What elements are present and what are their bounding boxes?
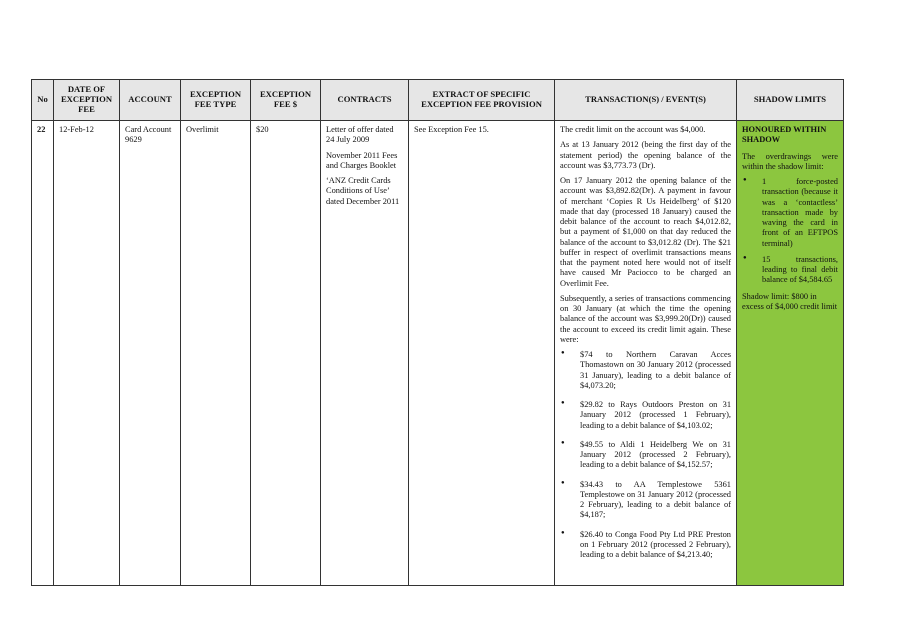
contract-item: Letter of offer dated 24 July 2009 <box>326 125 394 145</box>
exception-fee-table <box>31 79 844 586</box>
table-row <box>32 121 844 586</box>
cell-fee-amount: $20 <box>251 121 321 586</box>
transaction-paragraph: The credit limit on the account was $4,000. <box>560 125 706 134</box>
transaction-paragraph: Subsequently, a series of transactions commencing on 30 January (at which the time the opening balance of the account was $3,999.20(Dr)) caused the account to exceed its credit limit again. These were: <box>560 293 731 344</box>
cell-contracts <box>321 121 409 586</box>
cell-account: Card Account 9629 <box>120 121 181 586</box>
cell-shadow-limits <box>737 121 844 586</box>
header-fee-type: EXCEPTION FEE TYPE <box>181 80 251 121</box>
transaction-paragraph: As at 13 January 2012 (being the first day of the statement period) the opening balance of the account was $3,773.73 (Dr). <box>560 140 731 170</box>
cell-transactions <box>555 121 737 586</box>
shadow-limit-note: Shadow limit: $800 in excess of $4,000 credit limit <box>742 291 838 311</box>
cell-fee-type: Overlimit <box>181 121 251 586</box>
shadow-bullet: ● 1 force-posted transaction (because it was a ‘contactless’ transaction made by waving the card in front of an EFTPOS terminal) <box>742 177 838 249</box>
contract-item: November 2011 Fees and Charges Booklet <box>326 150 398 170</box>
transaction-list <box>560 350 731 560</box>
header-no: No <box>32 80 54 121</box>
transaction-bullet: ● $49.55 to Aldi 1 Heidelberg We on 31 January 2012 (processed 2 February), leading to a debit balance of $4,152.57; <box>560 440 731 471</box>
header-row <box>32 80 844 121</box>
header-contracts: CONTRACTS <box>321 80 409 121</box>
cell-no: 22 <box>32 121 54 586</box>
shadow-intro: The overdrawings were within the shadow limit: <box>742 151 838 171</box>
header-date: DATE OF EXCEPTION FEE <box>54 80 120 121</box>
transaction-paragraph: On 17 January 2012 the opening balance of the account was $3,892.82(Dr). A payment in favour of merchant ‘Copies R Us Heidelberg’ of $120 made that day (processed 18 January) caused the debit balance of the account to reach $4,012.82, but a payment of $1,000 on that day reduced the balance of the account to $3,012.82 (Dr). The $21 buffer in respect of overlimit transactions means that the payment noted here would not of itself have caused Mr Paciocco to be charged an Overlimit Fee. <box>560 176 731 288</box>
shadow-heading: HONOURED WITHIN SHADOW <box>742 125 827 145</box>
header-account: ACCOUNT <box>120 80 181 121</box>
transaction-bullet: ● $29.82 to Rays Outdoors Preston on 31 January 2012 (processed 1 February), leading to a debit balance of $4,103.02; <box>560 400 731 431</box>
shadow-bullet: ● 15 transactions, leading to final debit balance of $4,584.65 <box>742 255 838 286</box>
transaction-bullet: ● $74 to Northern Caravan Acces Thomastown on 30 January 2012 (processed 31 January), leading to a debit balance of $4,073.20; <box>560 350 731 391</box>
header-fee-amount: EXCEPTION FEE $ <box>251 80 321 121</box>
header-shadow-limits: SHADOW LIMITS <box>737 80 844 121</box>
header-extract: EXTRACT OF SPECIFIC EXCEPTION FEE PROVISION <box>409 80 555 121</box>
header-transactions: TRANSACTION(S) / EVENT(S) <box>555 80 737 121</box>
transaction-bullet: ● $26.40 to Conga Food Pty Ltd PRE Preston on 1 February 2012 (processed 2 February), leading to a debit balance of $4,213.40; <box>560 530 731 561</box>
cell-date: 12-Feb-12 <box>54 121 120 586</box>
shadow-list <box>742 177 838 286</box>
transaction-bullet: ● $34.43 to AA Templestowe 5361 Templestowe on 31 January 2012 (processed 2 February), leading to a debit balance of $4,187; <box>560 480 731 521</box>
cell-extract: See Exception Fee 15. <box>409 121 555 586</box>
contract-item: ‘ANZ Credit Cards Conditions of Use’ dated December 2011 <box>326 176 400 206</box>
